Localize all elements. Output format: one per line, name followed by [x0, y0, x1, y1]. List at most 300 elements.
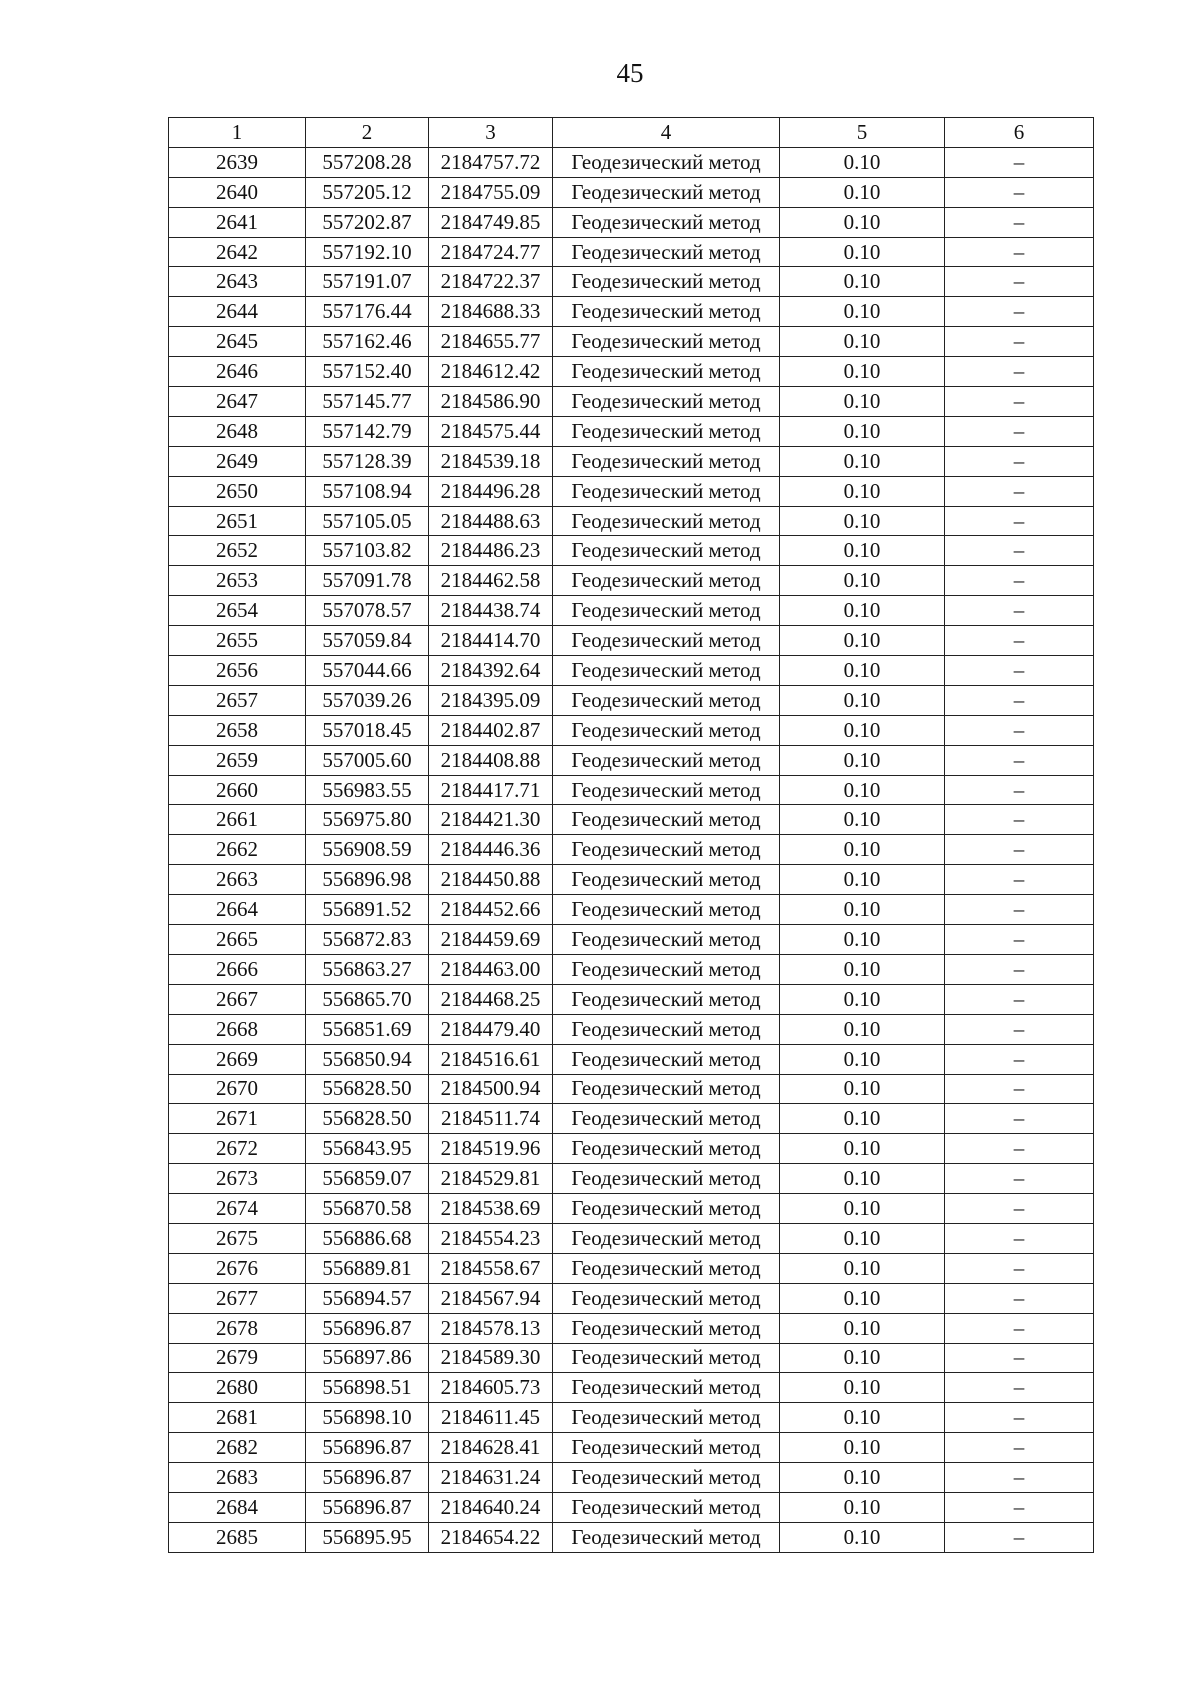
point-number-cell: 2666 — [169, 954, 306, 984]
accuracy-cell: 0.10 — [780, 1253, 945, 1283]
x-coordinate-cell: 556863.27 — [306, 954, 429, 984]
note-cell: – — [945, 1403, 1094, 1433]
table-row — [169, 147, 1094, 177]
method-cell: Геодезический метод — [553, 954, 780, 984]
note-cell: – — [945, 656, 1094, 686]
note-cell: – — [945, 1194, 1094, 1224]
table-row — [169, 476, 1094, 506]
x-coordinate-cell: 557044.66 — [306, 656, 429, 686]
note-cell: – — [945, 446, 1094, 476]
accuracy-cell: 0.10 — [780, 685, 945, 715]
x-coordinate-cell: 556843.95 — [306, 1134, 429, 1164]
y-coordinate-cell: 2184755.09 — [429, 177, 553, 207]
accuracy-cell: 0.10 — [780, 566, 945, 596]
note-cell: – — [945, 1014, 1094, 1044]
x-coordinate-cell: 557202.87 — [306, 207, 429, 237]
y-coordinate-cell: 2184450.88 — [429, 865, 553, 895]
x-coordinate-cell: 556872.83 — [306, 925, 429, 955]
table-row — [169, 327, 1094, 357]
accuracy-cell: 0.10 — [780, 237, 945, 267]
y-coordinate-cell: 2184558.67 — [429, 1253, 553, 1283]
point-number-cell: 2678 — [169, 1313, 306, 1343]
method-cell: Геодезический метод — [553, 1164, 780, 1194]
y-coordinate-cell: 2184519.96 — [429, 1134, 553, 1164]
note-cell: – — [945, 775, 1094, 805]
point-number-cell: 2659 — [169, 745, 306, 775]
method-cell: Геодезический метод — [553, 1074, 780, 1104]
x-coordinate-cell: 556870.58 — [306, 1194, 429, 1224]
note-cell: – — [945, 476, 1094, 506]
point-number-cell: 2648 — [169, 416, 306, 446]
note-cell: – — [945, 925, 1094, 955]
point-number-cell: 2674 — [169, 1194, 306, 1224]
column-header: 6 — [945, 118, 1094, 148]
x-coordinate-cell: 557128.39 — [306, 446, 429, 476]
accuracy-cell: 0.10 — [780, 1074, 945, 1104]
y-coordinate-cell: 2184724.77 — [429, 237, 553, 267]
y-coordinate-cell: 2184468.25 — [429, 984, 553, 1014]
table-row — [169, 596, 1094, 626]
column-header: 5 — [780, 118, 945, 148]
table-row — [169, 1134, 1094, 1164]
x-coordinate-cell: 556859.07 — [306, 1164, 429, 1194]
table-row — [169, 1522, 1094, 1552]
coordinates-table — [168, 117, 1094, 1553]
note-cell: – — [945, 387, 1094, 417]
accuracy-cell: 0.10 — [780, 745, 945, 775]
point-number-cell: 2679 — [169, 1343, 306, 1373]
accuracy-cell: 0.10 — [780, 1223, 945, 1253]
x-coordinate-cell: 556889.81 — [306, 1253, 429, 1283]
y-coordinate-cell: 2184539.18 — [429, 446, 553, 476]
x-coordinate-cell: 557208.28 — [306, 147, 429, 177]
method-cell: Геодезический метод — [553, 1283, 780, 1313]
note-cell: – — [945, 536, 1094, 566]
x-coordinate-cell: 557078.57 — [306, 596, 429, 626]
x-coordinate-cell: 556983.55 — [306, 775, 429, 805]
page-number: 45 — [616, 58, 644, 88]
note-cell: – — [945, 1373, 1094, 1403]
point-number-cell: 2655 — [169, 626, 306, 656]
method-cell: Геодезический метод — [553, 506, 780, 536]
point-number-cell: 2673 — [169, 1164, 306, 1194]
point-number-cell: 2641 — [169, 207, 306, 237]
method-cell: Геодезический метод — [553, 387, 780, 417]
method-cell: Геодезический метод — [553, 656, 780, 686]
y-coordinate-cell: 2184611.45 — [429, 1403, 553, 1433]
x-coordinate-cell: 557192.10 — [306, 237, 429, 267]
x-coordinate-cell: 556894.57 — [306, 1283, 429, 1313]
note-cell: – — [945, 865, 1094, 895]
note-cell: – — [945, 1164, 1094, 1194]
method-cell: Геодезический метод — [553, 1044, 780, 1074]
point-number-cell: 2682 — [169, 1433, 306, 1463]
y-coordinate-cell: 2184414.70 — [429, 626, 553, 656]
point-number-cell: 2672 — [169, 1134, 306, 1164]
y-coordinate-cell: 2184488.63 — [429, 506, 553, 536]
method-cell: Геодезический метод — [553, 267, 780, 297]
note-cell: – — [945, 685, 1094, 715]
column-header: 1 — [169, 118, 306, 148]
method-cell: Геодезический метод — [553, 925, 780, 955]
point-number-cell: 2660 — [169, 775, 306, 805]
accuracy-cell: 0.10 — [780, 207, 945, 237]
method-cell: Геодезический метод — [553, 775, 780, 805]
note-cell: – — [945, 237, 1094, 267]
accuracy-cell: 0.10 — [780, 865, 945, 895]
y-coordinate-cell: 2184511.74 — [429, 1104, 553, 1134]
table-row — [169, 984, 1094, 1014]
point-number-cell: 2662 — [169, 835, 306, 865]
column-header: 2 — [306, 118, 429, 148]
point-number-cell: 2643 — [169, 267, 306, 297]
method-cell: Геодезический метод — [553, 1433, 780, 1463]
accuracy-cell: 0.10 — [780, 895, 945, 925]
note-cell: – — [945, 805, 1094, 835]
x-coordinate-cell: 557152.40 — [306, 357, 429, 387]
accuracy-cell: 0.10 — [780, 357, 945, 387]
note-cell: – — [945, 1074, 1094, 1104]
method-cell: Геодезический метод — [553, 327, 780, 357]
y-coordinate-cell: 2184452.66 — [429, 895, 553, 925]
table-row — [169, 775, 1094, 805]
method-cell: Геодезический метод — [553, 1014, 780, 1044]
table-row — [169, 805, 1094, 835]
note-cell: – — [945, 357, 1094, 387]
note-cell: – — [945, 1104, 1094, 1134]
method-cell: Геодезический метод — [553, 1463, 780, 1493]
y-coordinate-cell: 2184402.87 — [429, 715, 553, 745]
x-coordinate-cell: 556828.50 — [306, 1074, 429, 1104]
x-coordinate-cell: 556896.87 — [306, 1433, 429, 1463]
note-cell: – — [945, 1433, 1094, 1463]
y-coordinate-cell: 2184486.23 — [429, 536, 553, 566]
table-row — [169, 1283, 1094, 1313]
method-cell: Геодезический метод — [553, 476, 780, 506]
accuracy-cell: 0.10 — [780, 267, 945, 297]
note-cell: – — [945, 147, 1094, 177]
point-number-cell: 2647 — [169, 387, 306, 417]
point-number-cell: 2671 — [169, 1104, 306, 1134]
accuracy-cell: 0.10 — [780, 626, 945, 656]
note-cell: – — [945, 745, 1094, 775]
note-cell: – — [945, 416, 1094, 446]
method-cell: Геодезический метод — [553, 1492, 780, 1522]
y-coordinate-cell: 2184654.22 — [429, 1522, 553, 1552]
point-number-cell: 2683 — [169, 1463, 306, 1493]
table-row — [169, 1223, 1094, 1253]
x-coordinate-cell: 556828.50 — [306, 1104, 429, 1134]
accuracy-cell: 0.10 — [780, 835, 945, 865]
y-coordinate-cell: 2184722.37 — [429, 267, 553, 297]
table-row — [169, 566, 1094, 596]
table-row — [169, 835, 1094, 865]
y-coordinate-cell: 2184479.40 — [429, 1014, 553, 1044]
point-number-cell: 2661 — [169, 805, 306, 835]
x-coordinate-cell: 557018.45 — [306, 715, 429, 745]
accuracy-cell: 0.10 — [780, 1463, 945, 1493]
y-coordinate-cell: 2184567.94 — [429, 1283, 553, 1313]
point-number-cell: 2685 — [169, 1522, 306, 1552]
method-cell: Геодезический метод — [553, 297, 780, 327]
column-header: 3 — [429, 118, 553, 148]
x-coordinate-cell: 556895.95 — [306, 1522, 429, 1552]
method-cell: Геодезический метод — [553, 207, 780, 237]
table-row — [169, 745, 1094, 775]
table-row — [169, 1253, 1094, 1283]
y-coordinate-cell: 2184463.00 — [429, 954, 553, 984]
accuracy-cell: 0.10 — [780, 1194, 945, 1224]
column-header: 4 — [553, 118, 780, 148]
x-coordinate-cell: 556850.94 — [306, 1044, 429, 1074]
x-coordinate-cell: 556896.87 — [306, 1463, 429, 1493]
method-cell: Геодезический метод — [553, 984, 780, 1014]
accuracy-cell: 0.10 — [780, 1044, 945, 1074]
accuracy-cell: 0.10 — [780, 1403, 945, 1433]
table-row — [169, 416, 1094, 446]
x-coordinate-cell: 556865.70 — [306, 984, 429, 1014]
point-number-cell: 2669 — [169, 1044, 306, 1074]
point-number-cell: 2654 — [169, 596, 306, 626]
table-row — [169, 357, 1094, 387]
point-number-cell: 2653 — [169, 566, 306, 596]
point-number-cell: 2681 — [169, 1403, 306, 1433]
y-coordinate-cell: 2184516.61 — [429, 1044, 553, 1074]
x-coordinate-cell: 556908.59 — [306, 835, 429, 865]
x-coordinate-cell: 557059.84 — [306, 626, 429, 656]
point-number-cell: 2644 — [169, 297, 306, 327]
table-row — [169, 536, 1094, 566]
point-number-cell: 2670 — [169, 1074, 306, 1104]
table-body — [169, 147, 1094, 1552]
accuracy-cell: 0.10 — [780, 1283, 945, 1313]
accuracy-cell: 0.10 — [780, 1522, 945, 1552]
point-number-cell: 2652 — [169, 536, 306, 566]
table-row — [169, 685, 1094, 715]
note-cell: – — [945, 566, 1094, 596]
table-row — [169, 1343, 1094, 1373]
note-cell: – — [945, 267, 1094, 297]
x-coordinate-cell: 557005.60 — [306, 745, 429, 775]
x-coordinate-cell: 557103.82 — [306, 536, 429, 566]
table-row — [169, 1194, 1094, 1224]
note-cell: – — [945, 506, 1094, 536]
x-coordinate-cell: 556896.87 — [306, 1313, 429, 1343]
accuracy-cell: 0.10 — [780, 1373, 945, 1403]
accuracy-cell: 0.10 — [780, 1343, 945, 1373]
accuracy-cell: 0.10 — [780, 925, 945, 955]
method-cell: Геодезический метод — [553, 1522, 780, 1552]
method-cell: Геодезический метод — [553, 805, 780, 835]
note-cell: – — [945, 1223, 1094, 1253]
y-coordinate-cell: 2184612.42 — [429, 357, 553, 387]
point-number-cell: 2649 — [169, 446, 306, 476]
method-cell: Геодезический метод — [553, 147, 780, 177]
point-number-cell: 2657 — [169, 685, 306, 715]
y-coordinate-cell: 2184578.13 — [429, 1313, 553, 1343]
table-row — [169, 656, 1094, 686]
y-coordinate-cell: 2184554.23 — [429, 1223, 553, 1253]
accuracy-cell: 0.10 — [780, 1134, 945, 1164]
x-coordinate-cell: 556896.87 — [306, 1492, 429, 1522]
accuracy-cell: 0.10 — [780, 1104, 945, 1134]
method-cell: Геодезический метод — [553, 1313, 780, 1343]
y-coordinate-cell: 2184605.73 — [429, 1373, 553, 1403]
y-coordinate-cell: 2184538.69 — [429, 1194, 553, 1224]
method-cell: Геодезический метод — [553, 1403, 780, 1433]
note-cell: – — [945, 177, 1094, 207]
x-coordinate-cell: 556891.52 — [306, 895, 429, 925]
y-coordinate-cell: 2184421.30 — [429, 805, 553, 835]
point-number-cell: 2646 — [169, 357, 306, 387]
note-cell: – — [945, 715, 1094, 745]
point-number-cell: 2658 — [169, 715, 306, 745]
table-row — [169, 506, 1094, 536]
accuracy-cell: 0.10 — [780, 446, 945, 476]
method-cell: Геодезический метод — [553, 1194, 780, 1224]
y-coordinate-cell: 2184589.30 — [429, 1343, 553, 1373]
y-coordinate-cell: 2184529.81 — [429, 1164, 553, 1194]
table-row — [169, 1074, 1094, 1104]
method-cell: Геодезический метод — [553, 237, 780, 267]
point-number-cell: 2677 — [169, 1283, 306, 1313]
method-cell: Геодезический метод — [553, 685, 780, 715]
point-number-cell: 2680 — [169, 1373, 306, 1403]
method-cell: Геодезический метод — [553, 865, 780, 895]
x-coordinate-cell: 557176.44 — [306, 297, 429, 327]
table-row — [169, 895, 1094, 925]
accuracy-cell: 0.10 — [780, 984, 945, 1014]
y-coordinate-cell: 2184395.09 — [429, 685, 553, 715]
accuracy-cell: 0.10 — [780, 1313, 945, 1343]
accuracy-cell: 0.10 — [780, 387, 945, 417]
x-coordinate-cell: 557039.26 — [306, 685, 429, 715]
x-coordinate-cell: 556886.68 — [306, 1223, 429, 1253]
accuracy-cell: 0.10 — [780, 775, 945, 805]
x-coordinate-cell: 557205.12 — [306, 177, 429, 207]
method-cell: Геодезический метод — [553, 596, 780, 626]
accuracy-cell: 0.10 — [780, 1492, 945, 1522]
y-coordinate-cell: 2184462.58 — [429, 566, 553, 596]
table-row — [169, 237, 1094, 267]
table-row — [169, 1463, 1094, 1493]
table-row — [169, 1014, 1094, 1044]
table-row — [169, 1492, 1094, 1522]
note-cell: – — [945, 1492, 1094, 1522]
x-coordinate-cell: 557105.05 — [306, 506, 429, 536]
method-cell: Геодезический метод — [553, 177, 780, 207]
method-cell: Геодезический метод — [553, 1373, 780, 1403]
y-coordinate-cell: 2184459.69 — [429, 925, 553, 955]
point-number-cell: 2656 — [169, 656, 306, 686]
table-row — [169, 387, 1094, 417]
accuracy-cell: 0.10 — [780, 297, 945, 327]
note-cell: – — [945, 327, 1094, 357]
point-number-cell: 2642 — [169, 237, 306, 267]
x-coordinate-cell: 557091.78 — [306, 566, 429, 596]
x-coordinate-cell: 557142.79 — [306, 416, 429, 446]
accuracy-cell: 0.10 — [780, 954, 945, 984]
point-number-cell: 2676 — [169, 1253, 306, 1283]
method-cell: Геодезический метод — [553, 715, 780, 745]
y-coordinate-cell: 2184575.44 — [429, 416, 553, 446]
method-cell: Геодезический метод — [553, 357, 780, 387]
note-cell: – — [945, 1463, 1094, 1493]
table-row — [169, 1403, 1094, 1433]
y-coordinate-cell: 2184408.88 — [429, 745, 553, 775]
table-row — [169, 1104, 1094, 1134]
table-row — [169, 207, 1094, 237]
table-row — [169, 177, 1094, 207]
method-cell: Геодезический метод — [553, 1134, 780, 1164]
point-number-cell: 2667 — [169, 984, 306, 1014]
x-coordinate-cell: 556975.80 — [306, 805, 429, 835]
accuracy-cell: 0.10 — [780, 715, 945, 745]
note-cell: – — [945, 1343, 1094, 1373]
point-number-cell: 2650 — [169, 476, 306, 506]
x-coordinate-cell: 556897.86 — [306, 1343, 429, 1373]
note-cell: – — [945, 1522, 1094, 1552]
method-cell: Геодезический метод — [553, 446, 780, 476]
point-number-cell: 2684 — [169, 1492, 306, 1522]
point-number-cell: 2664 — [169, 895, 306, 925]
table-row — [169, 954, 1094, 984]
x-coordinate-cell: 557162.46 — [306, 327, 429, 357]
note-cell: – — [945, 1253, 1094, 1283]
x-coordinate-cell: 556896.98 — [306, 865, 429, 895]
method-cell: Геодезический метод — [553, 626, 780, 656]
point-number-cell: 2668 — [169, 1014, 306, 1044]
accuracy-cell: 0.10 — [780, 1014, 945, 1044]
method-cell: Геодезический метод — [553, 1253, 780, 1283]
method-cell: Геодезический метод — [553, 536, 780, 566]
y-coordinate-cell: 2184757.72 — [429, 147, 553, 177]
note-cell: – — [945, 1134, 1094, 1164]
accuracy-cell: 0.10 — [780, 147, 945, 177]
table-row — [169, 865, 1094, 895]
table-row — [169, 1433, 1094, 1463]
y-coordinate-cell: 2184688.33 — [429, 297, 553, 327]
note-cell: – — [945, 984, 1094, 1014]
method-cell: Геодезический метод — [553, 416, 780, 446]
table-row — [169, 925, 1094, 955]
y-coordinate-cell: 2184496.28 — [429, 476, 553, 506]
x-coordinate-cell: 557191.07 — [306, 267, 429, 297]
point-number-cell: 2665 — [169, 925, 306, 955]
note-cell: – — [945, 207, 1094, 237]
accuracy-cell: 0.10 — [780, 476, 945, 506]
accuracy-cell: 0.10 — [780, 327, 945, 357]
note-cell: – — [945, 596, 1094, 626]
note-cell: – — [945, 895, 1094, 925]
point-number-cell: 2639 — [169, 147, 306, 177]
method-cell: Геодезический метод — [553, 1223, 780, 1253]
accuracy-cell: 0.10 — [780, 506, 945, 536]
point-number-cell: 2640 — [169, 177, 306, 207]
x-coordinate-cell: 556851.69 — [306, 1014, 429, 1044]
accuracy-cell: 0.10 — [780, 1433, 945, 1463]
x-coordinate-cell: 556898.51 — [306, 1373, 429, 1403]
y-coordinate-cell: 2184631.24 — [429, 1463, 553, 1493]
table-row — [169, 297, 1094, 327]
note-cell: – — [945, 1313, 1094, 1343]
table-row — [169, 626, 1094, 656]
y-coordinate-cell: 2184749.85 — [429, 207, 553, 237]
accuracy-cell: 0.10 — [780, 416, 945, 446]
y-coordinate-cell: 2184417.71 — [429, 775, 553, 805]
table-row — [169, 1164, 1094, 1194]
x-coordinate-cell: 557145.77 — [306, 387, 429, 417]
